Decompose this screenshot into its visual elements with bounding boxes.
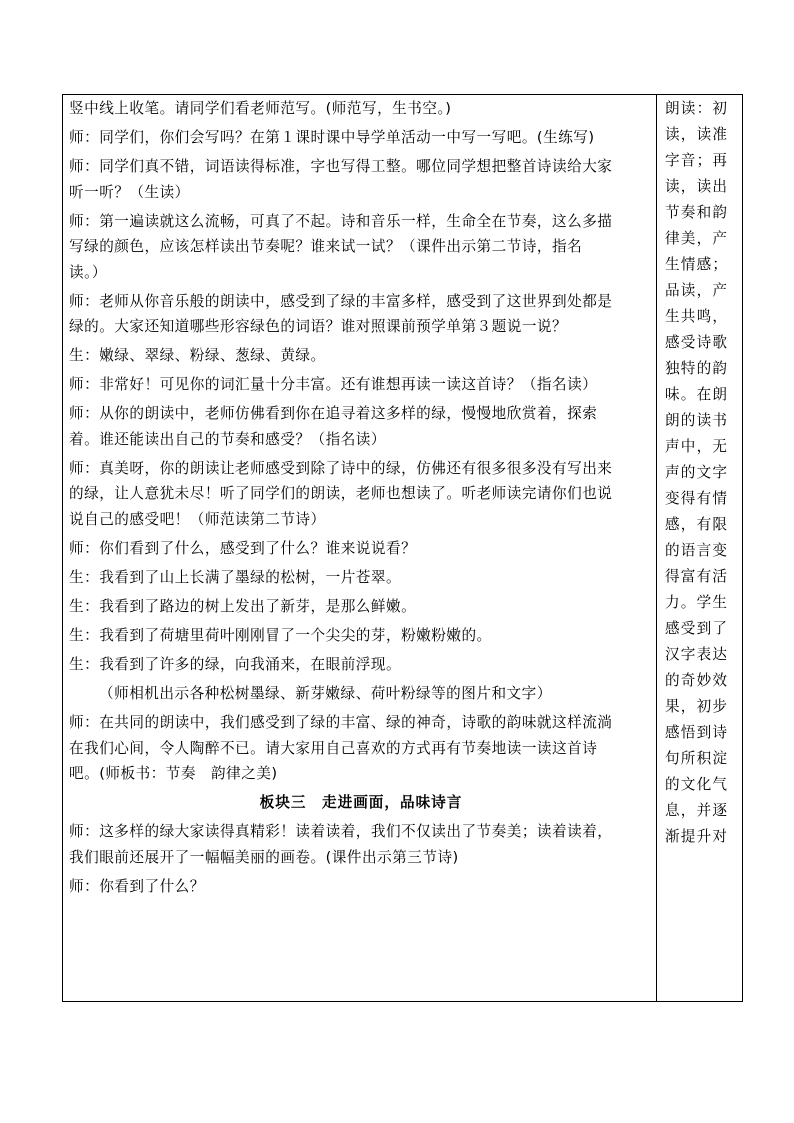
text-line: 师：第一遍读就这么流畅，可真了不起。诗和音乐一样，生命全在节奏，这么多描 [69, 212, 613, 230]
design-note-line: 的奇妙效 [665, 672, 729, 689]
text-line: 生：我看到了路边的树上发出了新芽，是那么鲜嫩。 [69, 597, 417, 615]
design-note-line: 朗的读书 [665, 412, 729, 429]
text-line: 师：你们看到了什么，感受到了什么？谁来说说看？ [69, 540, 417, 558]
design-note-line: 律美，产 [665, 230, 729, 247]
lesson-plan-table [62, 94, 743, 1002]
text-line: 师：同学们，你们会写吗？在第１课时课中导学单活动一中写一写吧。(生练写) [69, 128, 595, 146]
design-note-line: 的文化气 [665, 776, 729, 793]
text-line: 师：这多样的绿大家读得真精彩！读着读着，我们不仅读出了节奏美；读着读着， [69, 823, 613, 841]
design-note-line: 感受诗歌 [665, 334, 729, 351]
section-heading: 板块三 走进画面，品味诗言 [259, 794, 463, 812]
text-line: 竖中线上收笔。请同学们看老师范写。(师范写，生书空。) [69, 100, 452, 117]
design-note-line: 生情感； [665, 256, 729, 273]
design-note-line: 句所积淀 [665, 750, 729, 767]
design-note-line: 节奏和韵 [665, 204, 729, 221]
text-line: 生：我看到了许多的绿，向我涌来，在眼前浮现。 [69, 655, 402, 673]
design-note-line: 得富有活 [665, 568, 729, 585]
text-line: 在我们心间，令人陶醉不已。请大家用自己喜欢的方式再有节奏地读一读这首诗 [69, 739, 598, 757]
design-note-line: 果，初步 [665, 698, 729, 715]
text-line: 师：从你的朗读中，老师仿佛看到你在追寻着这多样的绿，慢慢地欣赏着，探索 [69, 405, 598, 423]
column-divider [656, 95, 657, 1001]
text-line: 听一听？（生读） [69, 183, 190, 201]
design-note-line: 字音；再 [665, 152, 729, 169]
design-note-line: 感，有限 [665, 516, 729, 533]
text-line: 我们眼前还展开了一幅幅美丽的画卷。(课件出示第三节诗) [69, 848, 459, 866]
design-note-line: 力。学生 [665, 594, 729, 611]
text-line: 写绿的颜色，应该怎样读出节奏呢？谁来试一试？（课件出示第二节诗，指名 [69, 238, 583, 256]
text-line: 说自己的感受吧！（师范读第二节诗） [69, 511, 326, 529]
text-line: 吧。(师板书：节奏 韵律之美) [69, 765, 278, 783]
teaching-process-column [69, 96, 653, 899]
text-line: 生：嫩绿、翠绿、粉绿、葱绿、黄绿。 [69, 347, 326, 365]
design-note-line: 品读，产 [665, 282, 729, 299]
design-intent-column [665, 96, 741, 850]
text-line: 着。谁还能读出自己的节奏和感受？（指名读） [69, 430, 386, 448]
text-line: 的绿，让人意犹未尽！听了同学们的朗读，老师也想读了。听老师读完请你们也说 [69, 485, 613, 503]
design-note-line: 声中，无 [665, 438, 729, 455]
text-line: （师相机出示各种松树墨绿、新芽嫩绿、荷叶粉绿等的图片和文字） [99, 684, 552, 702]
design-note-line: 独特的韵 [665, 360, 729, 377]
text-line: 师：非常好！可见你的词汇量十分丰富。还有谁想再读一读这首诗？（指名读） [69, 376, 598, 394]
text-line: 师：在共同的朗读中，我们感受到了绿的丰富、绿的神奇，诗歌的韵味就这样流淌 [69, 713, 613, 731]
text-line: 绿的。大家还知道哪些形容绿色的词语？谁对照课前预学单第３题说一说？ [69, 318, 568, 336]
text-line: 师：你看到了什么？ [69, 877, 205, 895]
design-note-line: 朗读：初 [665, 100, 729, 117]
design-note-line: 味。在朗 [665, 386, 729, 403]
text-line: 生：我看到了荷塘里荷叶刚刚冒了一个尖尖的芽，粉嫩粉嫩的。 [69, 626, 492, 644]
design-note-line: 感受到了 [665, 620, 729, 637]
design-note-line: 感悟到诗 [665, 724, 729, 741]
design-note-line: 读，读出 [665, 178, 729, 195]
design-note-line: 的语言变 [665, 542, 729, 559]
text-line: 师：同学们真不错，词语读得标准，字也写得工整。哪位同学想把整首诗读给大家 [69, 157, 613, 175]
text-line: 师：老师从你音乐般的朗读中，感受到了绿的丰富多样，感受到了这世界到处都是 [69, 292, 613, 310]
design-note-line: 息，并逐 [665, 802, 729, 819]
design-note-line: 读，读准 [665, 126, 729, 143]
design-note-line: 声的文字 [665, 464, 729, 481]
text-line: 读。） [69, 263, 107, 281]
text-line: 生：我看到了山上长满了墨绿的松树，一片苍翠。 [69, 569, 402, 586]
design-note-line: 渐提升对 [665, 828, 729, 845]
design-note-line: 生共鸣， [665, 308, 729, 325]
text-line: 师：真美呀，你的朗读让老师感受到除了诗中的绿，仿佛还有很多很多没有写出来 [69, 459, 613, 477]
design-note-line: 变得有情 [665, 490, 729, 507]
design-note-line: 汉字表达 [665, 646, 729, 663]
